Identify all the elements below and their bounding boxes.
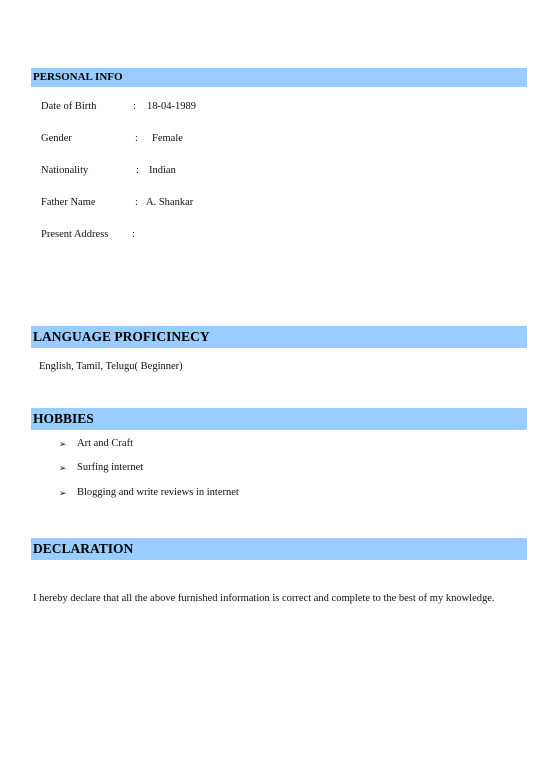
nationality-colon: : [136,165,139,176]
arrow-bullet-icon: ➢ [59,439,67,449]
father-name-value: A. Shankar [146,197,194,208]
declaration-heading: DECLARATION [31,538,527,560]
hobby-text: Blogging and write reviews in internet [77,487,239,498]
gender-value: Female [152,133,183,144]
present-address-label: Present Address [41,229,109,240]
arrow-bullet-icon: ➢ [59,463,67,473]
father-name-colon: : [135,197,138,208]
arrow-bullet-icon: ➢ [59,488,67,498]
language-text: English, Tamil, Telugu( Beginner) [39,361,183,372]
gender-colon: : [135,133,138,144]
nationality-value: Indian [149,165,176,176]
declaration-text: I hereby declare that all the above furnished information is correct and complete to the best of my knowledge. [33,593,495,604]
present-address-colon: : [132,229,135,240]
language-heading: LANGUAGE PROFICINECY [31,326,527,348]
nationality-label: Nationality [41,165,89,176]
hobbies-heading: HOBBIES [31,408,527,430]
dob-colon: : [133,101,136,112]
hobby-text: Surfing internet [77,462,144,473]
father-name-label: Father Name [41,197,96,208]
dob-value: 18-04-1989 [147,101,196,112]
dob-label: Date of Birth [41,101,97,112]
gender-label: Gender [41,133,72,144]
hobby-text: Art and Craft [77,438,133,449]
personal-info-heading: PERSONAL INFO [31,68,527,87]
